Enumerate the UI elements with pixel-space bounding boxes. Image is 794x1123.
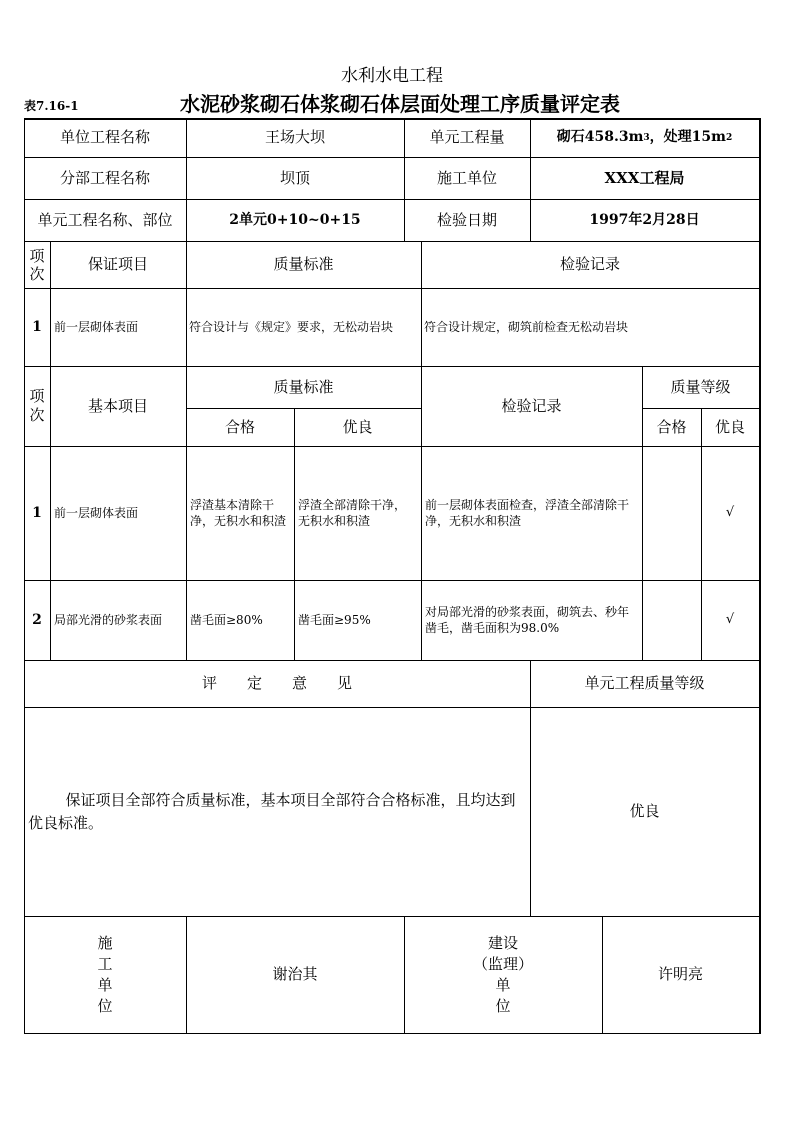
element-grade-value: 优良 xyxy=(629,802,660,821)
basic-grade-pass-header: 合格 xyxy=(656,417,687,436)
basic-item-header: 基本项目 xyxy=(87,396,148,415)
basic-row-record: 对局部光滑的砂浆表面，砌筑去、秒年凿毛，凿毛面积为98.0% xyxy=(425,604,630,635)
guarantee-no-header: 项次 xyxy=(29,246,45,283)
owner-signer: 许明亮 xyxy=(657,965,703,984)
branch-label: 分部工程名称 xyxy=(59,168,150,187)
quantity-label: 单元工程量 xyxy=(429,128,505,147)
org-title: 水利水电工程 xyxy=(341,65,443,86)
basic-row-item: 前一层砌体表面 xyxy=(54,505,139,520)
basic-row-record: 前一层砌体表面检查，浮渣全部清除干净，无积水和积渣 xyxy=(425,497,630,528)
quantity-value: 砌石458.3m 3 ，处理15m 2 xyxy=(556,129,733,146)
guarantee-row-record: 符合设计规定，砌筑前检查无松动岩块 xyxy=(424,319,629,334)
date-label: 检验日期 xyxy=(436,210,497,229)
owner-sign-label: 建设 （监理） 单 位 xyxy=(472,933,533,1015)
guarantee-record-header: 检验记录 xyxy=(559,255,620,274)
basic-row-no: 1 xyxy=(32,504,42,521)
basic-row-pass: 凿毛面≥80% xyxy=(190,612,263,627)
contractor-sign-label: 施 工 单 位 xyxy=(97,933,113,1015)
basic-standard-header: 质量标准 xyxy=(273,377,334,396)
branch-value: 坝顶 xyxy=(279,168,310,187)
basic-row-no: 2 xyxy=(32,611,42,628)
basic-row-grade-good: √ xyxy=(725,505,735,521)
opinion-header: 评 定 意 见 xyxy=(201,674,352,693)
basic-pass-header: 合格 xyxy=(224,417,255,436)
guarantee-row-no: 1 xyxy=(32,318,42,335)
guarantee-standard-header: 质量标准 xyxy=(273,255,334,274)
basic-row-pass: 浮渣基本清除干净，无积水和积渣 xyxy=(190,497,287,528)
unit-project-label: 单位工程名称 xyxy=(59,128,150,147)
basic-record-header: 检验记录 xyxy=(501,396,562,415)
guarantee-row-item: 前一层砌体表面 xyxy=(54,319,139,334)
opinion-text: 保证项目全部符合质量标准，基本项目全部符合合格标准，且均达到优良标准。 xyxy=(28,791,516,832)
basic-no-header: 项次 xyxy=(29,386,45,424)
date-value: 1997年2月28日 xyxy=(589,211,700,228)
element-label: 单元工程名称、部位 xyxy=(37,210,173,229)
table-number: 表7.16-1 xyxy=(24,98,79,113)
basic-row-grade-pass xyxy=(642,580,701,660)
basic-row-good: 凿毛面≥95% xyxy=(298,612,371,627)
contractor-label: 施工单位 xyxy=(436,168,497,187)
page-title: 水泥砂浆砌石体浆砌石体层面处理工序质量评定表 xyxy=(180,91,620,116)
guarantee-item-header: 保证项目 xyxy=(87,255,148,274)
contractor-value: XXX工程局 xyxy=(604,168,685,187)
basic-good-header: 优良 xyxy=(342,417,373,436)
basic-row-good: 浮渣全部清除干净，无积水和积渣 xyxy=(298,497,407,528)
basic-row-grade-pass xyxy=(642,446,701,580)
contractor-signer: 谢治其 xyxy=(272,965,318,984)
unit-project-value: 王场大坝 xyxy=(264,128,325,147)
element-value: 2单元0+10~0+15 xyxy=(229,211,361,228)
basic-row-grade-good: √ xyxy=(725,612,735,628)
basic-row-item: 局部光滑的砂浆表面 xyxy=(54,612,163,627)
basic-grade-good-header: 优良 xyxy=(714,417,745,436)
element-grade-header: 单元工程质量等级 xyxy=(584,674,705,693)
basic-grade-header: 质量等级 xyxy=(670,377,731,396)
guarantee-row-standard: 符合设计与《规定》要求，无松动岩块 xyxy=(189,319,394,334)
